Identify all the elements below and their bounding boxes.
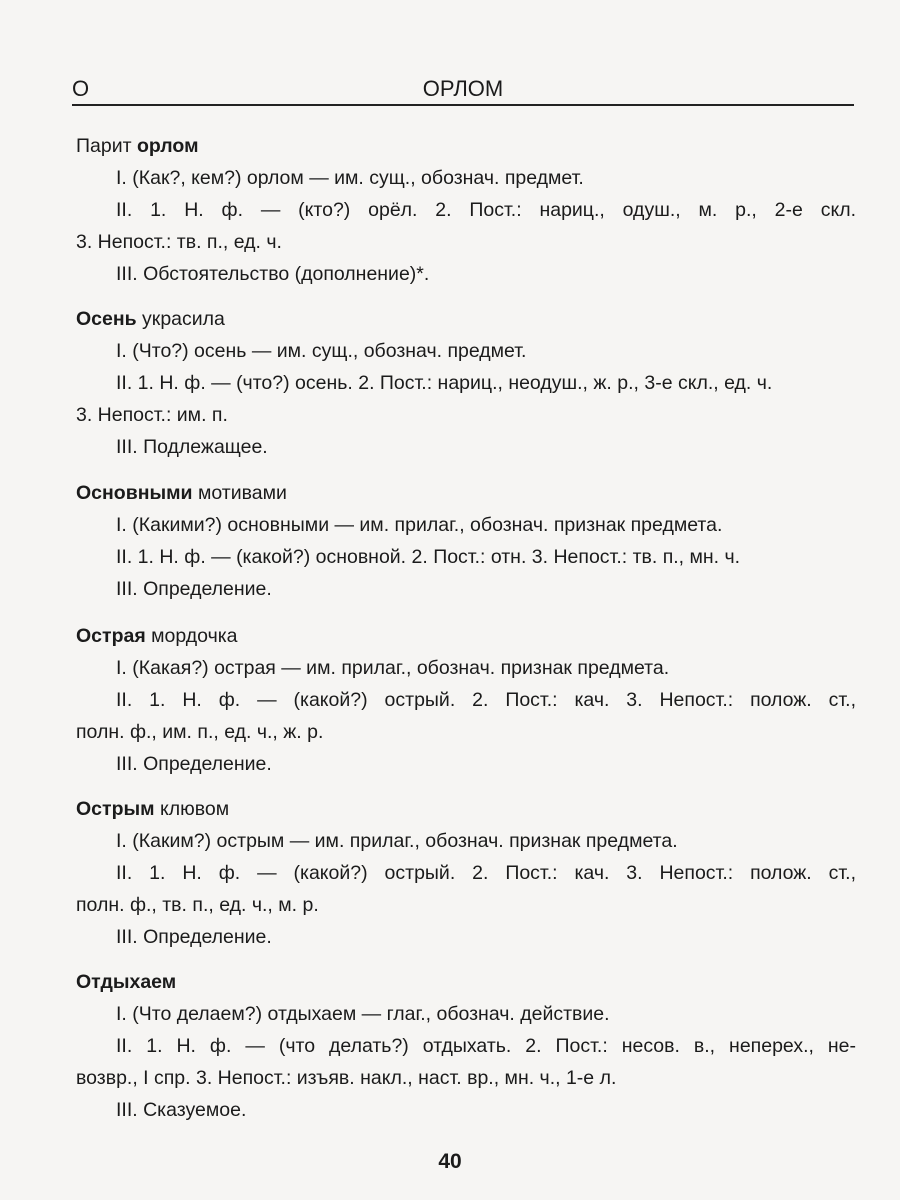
entry-line: I. (Какая?) острая — им. прилаг., обознач. признак предмета. bbox=[116, 657, 670, 679]
entry-line: 3. Непост.: им. п. bbox=[76, 404, 228, 426]
entry-line: I. (Что?) осень — им. сущ., обознач. предмет. bbox=[116, 340, 527, 362]
entry-line: I. (Что делаем?) отдыхаем — глаг., обознач. действие. bbox=[116, 1003, 610, 1025]
entry-line: II. 1. Н. ф. — (какой?) острый. 2. Пост.: кач. 3. Непост.: полож. ст., bbox=[116, 689, 856, 711]
entry-line: II. 1. Н. ф. — (какой?) острый. 2. Пост.: кач. 3. Непост.: полож. ст., bbox=[116, 862, 856, 884]
header-word: ОРЛОМ bbox=[422, 76, 504, 101]
entry-line: I. (Какими?) основными — им. прилаг., обознач. признак предмета. bbox=[116, 514, 723, 536]
entry-line: III. Обстоятельство (дополнение)*. bbox=[116, 263, 430, 285]
entry-osen bbox=[76, 303, 856, 463]
entry-line: I. (Каким?) острым — им. прилаг., обознач. признак предмета. bbox=[116, 830, 678, 852]
entry-title: Острая мордочка bbox=[76, 625, 238, 647]
entry-line: II. 1. Н. ф. — (кто?) орёл. 2. Пост.: нариц., одуш., м. р., 2-е скл. bbox=[116, 199, 856, 221]
entry-title: Острым клювом bbox=[76, 798, 230, 820]
entry-line: возвр., I спр. 3. Непост.: изъяв. накл., наст. вр., мн. ч., 1-е л. bbox=[76, 1067, 617, 1089]
entry-line: 3. Непост.: тв. п., ед. ч. bbox=[76, 231, 282, 253]
entry-otdykhaem bbox=[76, 966, 856, 1126]
page-number: 40 bbox=[438, 1150, 462, 1173]
entry-orlom bbox=[76, 130, 856, 290]
entry-ostraya bbox=[76, 620, 856, 780]
entry-title: Осень украсила bbox=[76, 308, 225, 330]
page-header bbox=[72, 74, 854, 106]
header-letter: О bbox=[72, 76, 90, 101]
entry-ostrym bbox=[76, 793, 856, 953]
entry-line: III. Определение. bbox=[116, 753, 272, 775]
entry-line: II. 1. Н. ф. — (что делать?) отдыхать. 2. Пост.: несов. в., неперех., не- bbox=[116, 1035, 856, 1057]
entry-line: II. 1. Н. ф. — (что?) осень. 2. Пост.: нариц., неодуш., ж. р., 3-е скл., ед. ч. bbox=[116, 372, 773, 394]
entry-line: III. Сказуемое. bbox=[116, 1099, 247, 1121]
entry-line: I. (Как?, кем?) орлом — им. сущ., обознач. предмет. bbox=[116, 167, 584, 189]
entry-line: II. 1. Н. ф. — (какой?) основной. 2. Пост.: отн. 3. Непост.: тв. п., мн. ч. bbox=[116, 546, 741, 568]
entry-title: Отдыхаем bbox=[76, 971, 177, 993]
entry-line: полн. ф., им. п., ед. ч., ж. р. bbox=[76, 721, 324, 743]
entry-title: Основными мотивами bbox=[76, 482, 287, 504]
entry-line: III. Определение. bbox=[116, 926, 272, 948]
entry-line: III. Определение. bbox=[116, 578, 272, 600]
entry-line: полн. ф., тв. п., ед. ч., м. р. bbox=[76, 894, 319, 916]
entry-osnovnymi bbox=[76, 477, 856, 605]
entry-title: Парит орлом bbox=[76, 135, 199, 157]
entry-line: III. Подлежащее. bbox=[116, 436, 268, 458]
